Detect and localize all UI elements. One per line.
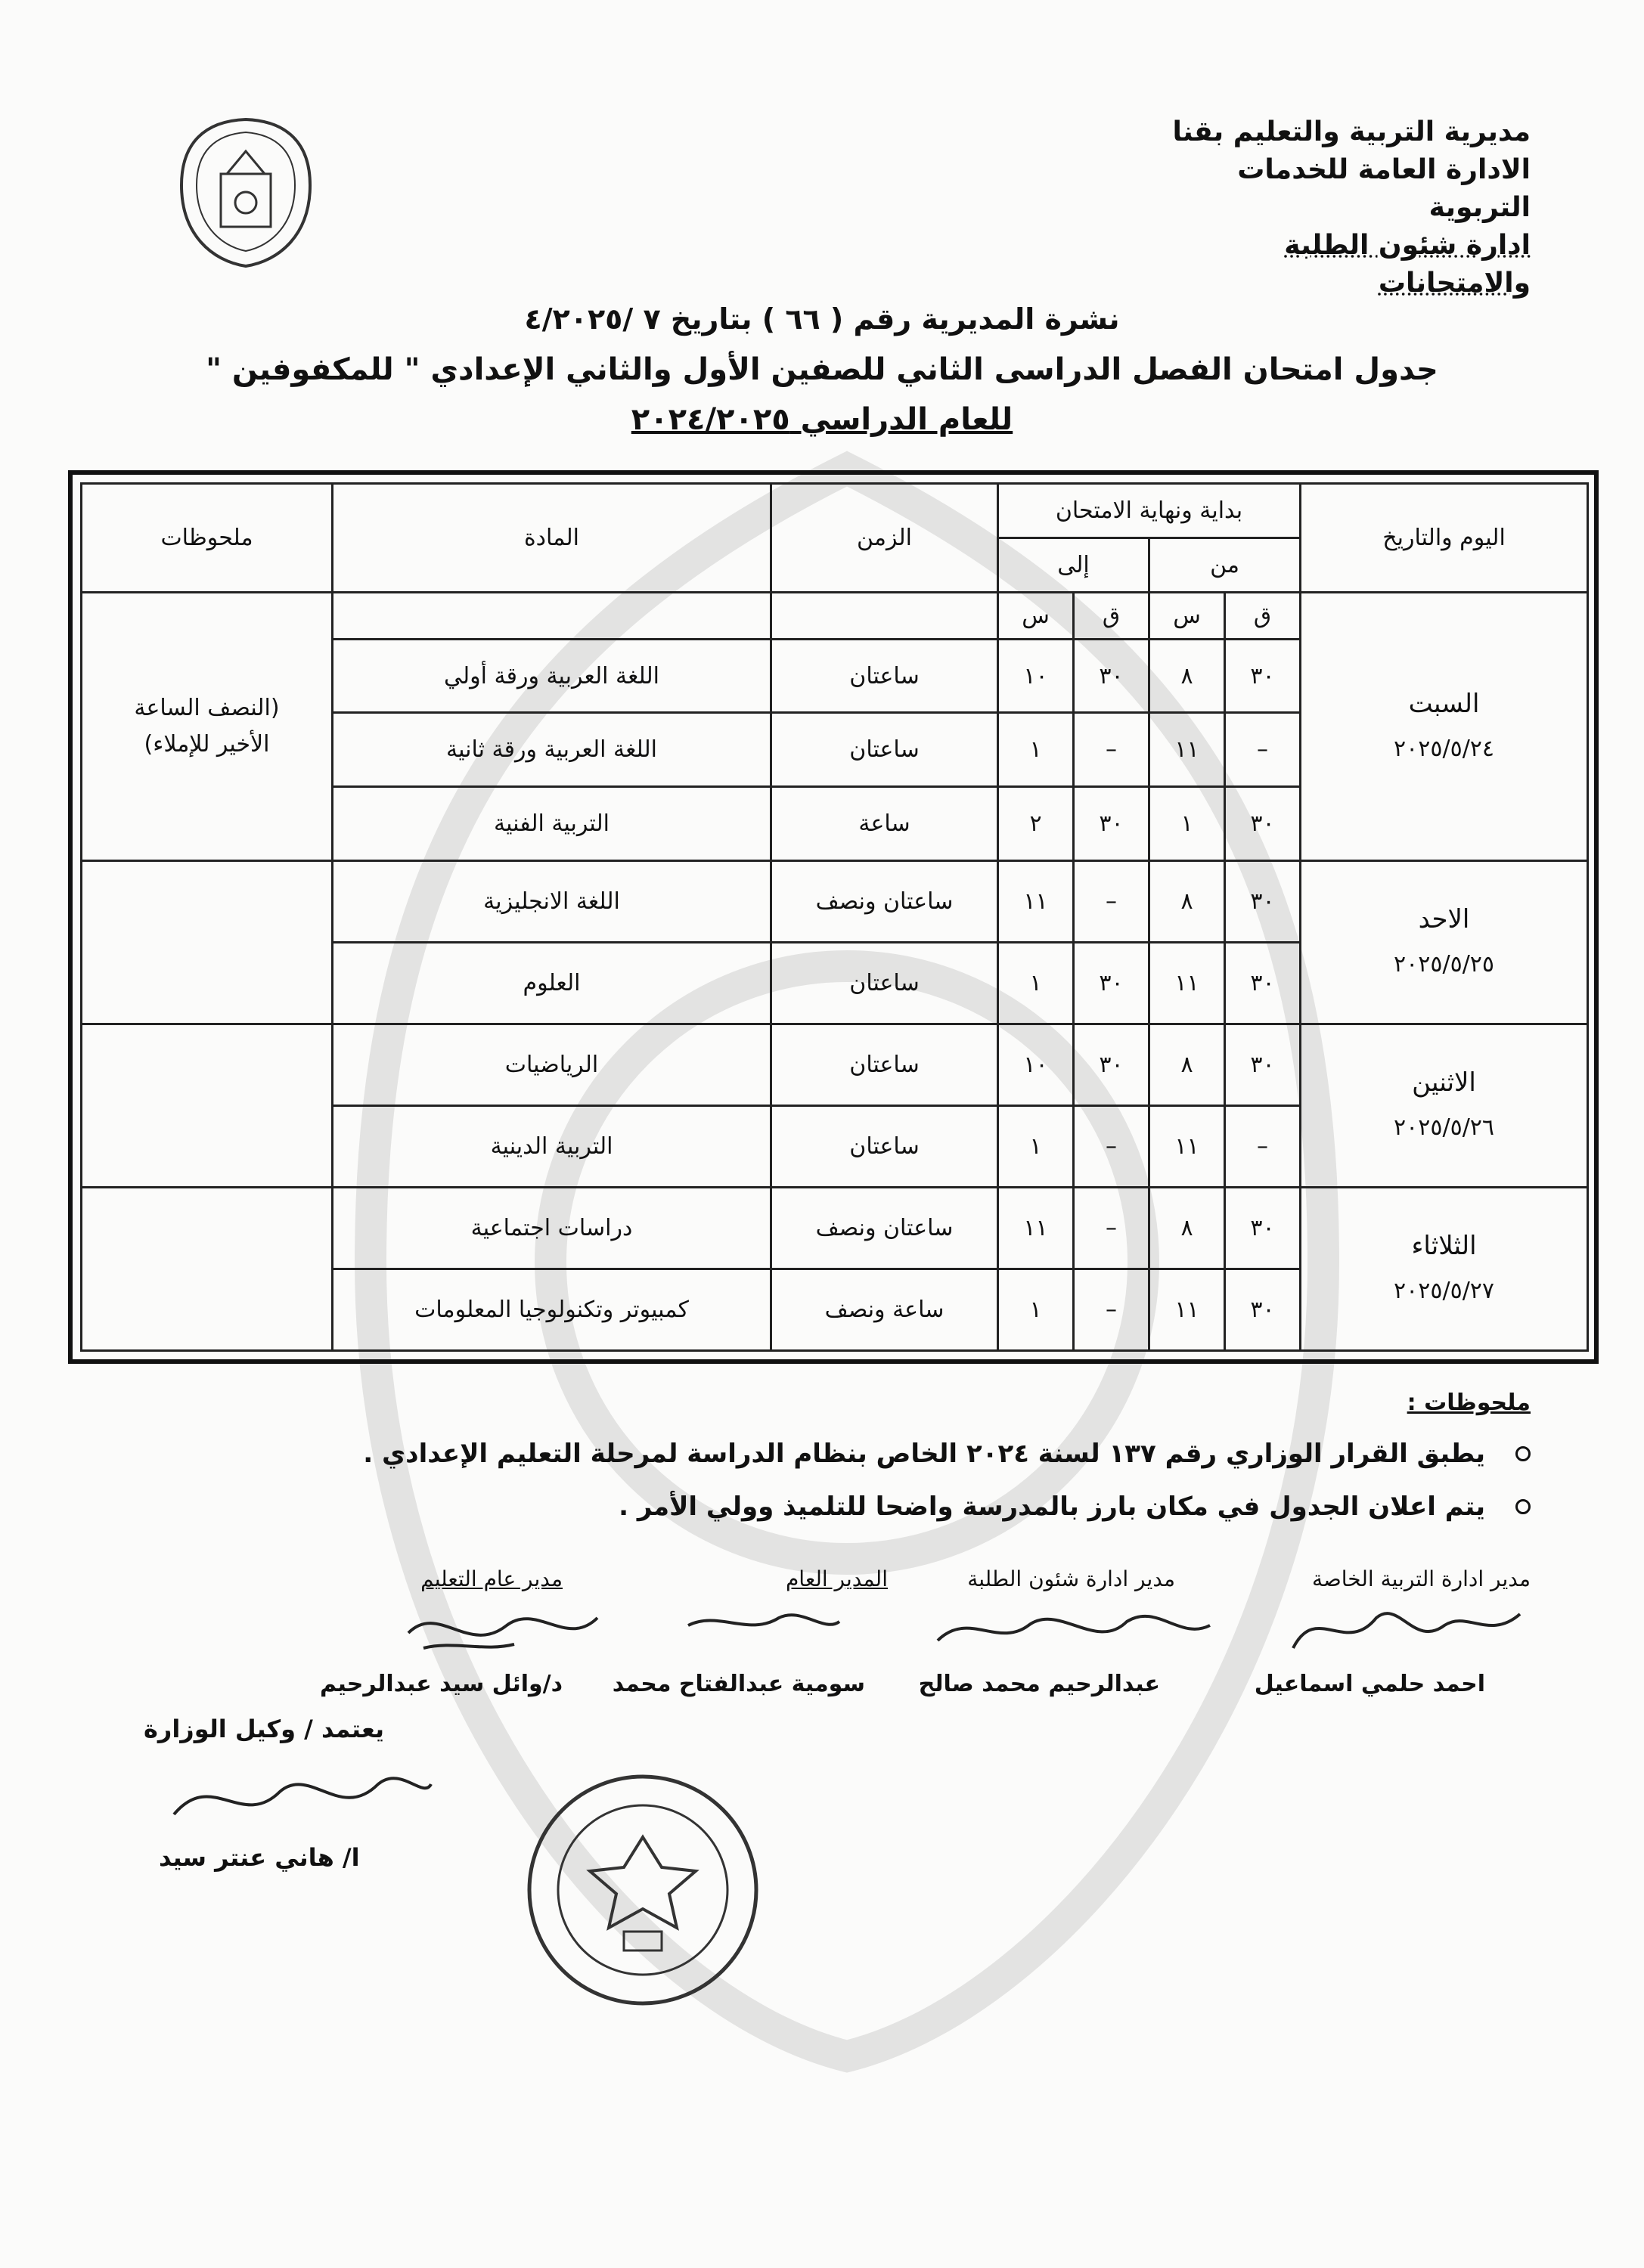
day-monday	[1301, 1024, 1588, 1187]
day-name: الاثنين	[1412, 1067, 1476, 1098]
bulletin-number: نشرة المديرية رقم ( ٦٦ ) بتاريخ ٧ /٤/٢٠٢٥	[524, 302, 1120, 336]
from-hour: ١١	[1149, 713, 1225, 787]
duration: ساعتان	[771, 942, 998, 1024]
day-date: ٢٠٢٥/٥/٢٧	[1394, 1278, 1495, 1305]
header-duration: الزمن	[771, 484, 998, 593]
note-item	[94, 1439, 1531, 1469]
to-minute: ٣٠	[1074, 787, 1149, 861]
duration: ساعتان	[771, 713, 998, 787]
minute-header: ق	[1225, 593, 1301, 640]
hour-header: س	[998, 593, 1074, 640]
notes-cell	[82, 860, 333, 1024]
hour-header: س	[1149, 593, 1225, 640]
notes-cell	[82, 1024, 333, 1187]
day-name: الاحد	[1418, 904, 1470, 935]
to-hour: ٢	[998, 787, 1074, 861]
directorate-header	[1137, 113, 1531, 302]
day-date: ٢٠٢٥/٥/٢٤	[1394, 735, 1495, 762]
academic-year: للعام الدراسي ٢٠٢٤/٢٠٢٥	[631, 402, 1013, 437]
notes-title: ملحوظات :	[1407, 1390, 1531, 1416]
signature-title: المدير العام	[785, 1566, 888, 1591]
official-seal	[522, 1769, 764, 2011]
note-text: يطبق القرار الوزاري رقم ١٣٧ لسنة ٢٠٢٤ الخاص بنظام الدراسة لمرحلة التعليم الإعدادي .	[363, 1439, 1485, 1469]
from-minute: –	[1225, 1105, 1301, 1187]
from-hour: ٨	[1149, 1187, 1225, 1269]
signature-name: احمد حلمي اسماعيل	[1254, 1671, 1485, 1697]
day-name: السبت	[1408, 688, 1480, 719]
day-tuesday	[1301, 1187, 1588, 1350]
header-from: من	[1149, 538, 1301, 593]
day-date: ٢٠٢٥/٥/٢٥	[1394, 951, 1495, 978]
duration: ساعة	[771, 787, 998, 861]
header-notes: ملحوظات	[82, 484, 333, 593]
from-hour: ١١	[1149, 1105, 1225, 1187]
to-minute: –	[1074, 860, 1149, 942]
from-hour: ١١	[1149, 942, 1225, 1024]
from-minute: ٣٠	[1225, 860, 1301, 942]
to-minute: –	[1074, 713, 1149, 787]
approval-label: يعتمد / وكيل الوزارة	[144, 1715, 385, 1743]
header-line: ادارة شئون الطلبة والامتحانات	[1284, 230, 1531, 299]
note-text: يتم اعلان الجدول في مكان بارز بالمدرسة واضحا للتلميذ وولي الأمر .	[619, 1492, 1485, 1522]
from-minute: ٣٠	[1225, 1024, 1301, 1105]
note-line: (النصف الساعة	[134, 694, 280, 721]
day-name: الثلاثاء	[1411, 1231, 1477, 1262]
duration: ساعتان	[771, 1105, 998, 1187]
day-saturday	[1301, 593, 1588, 861]
subject: كمبيوتر وتكنولوجيا المعلومات	[333, 1269, 771, 1350]
duration: ساعتان ونصف	[771, 1187, 998, 1269]
duration-cell	[771, 593, 998, 640]
to-hour: ١١	[998, 1187, 1074, 1269]
document-titles	[0, 302, 1644, 437]
bullet-icon	[1515, 1499, 1531, 1514]
duration: ساعتان ونصف	[771, 860, 998, 942]
subject: التربية الدينية	[333, 1105, 771, 1187]
signature-mark	[393, 1595, 605, 1663]
to-hour: ١	[998, 713, 1074, 787]
table-row	[82, 1187, 1588, 1269]
from-minute: ٣٠	[1225, 1269, 1301, 1350]
subject: اللغة الانجليزية	[333, 860, 771, 942]
to-minute: ٣٠	[1074, 1024, 1149, 1105]
header-day-date: اليوم والتاريخ	[1301, 484, 1588, 593]
header-line: الادارة العامة للخدمات التربوية	[1237, 154, 1531, 223]
to-hour: ١	[998, 1269, 1074, 1350]
signature-title: مدير ادارة التربية الخاصة	[1311, 1566, 1531, 1591]
header-subject: المادة	[333, 484, 771, 593]
signature-name: د/وائل سيد عبدالرحيم	[320, 1671, 563, 1697]
subject-cell	[333, 593, 771, 640]
duration: ساعتان	[771, 1024, 998, 1105]
subject: اللغة العربية ورقة ثانية	[333, 713, 771, 787]
day-sunday	[1301, 860, 1588, 1024]
signature-mark	[681, 1595, 847, 1656]
from-hour: ٨	[1149, 1024, 1225, 1105]
header-line: مديرية التربية والتعليم بقنا	[1172, 116, 1531, 147]
from-minute: –	[1225, 713, 1301, 787]
from-minute: ٣٠	[1225, 639, 1301, 713]
note-item	[94, 1492, 1531, 1522]
exam-schedule-table-frame	[68, 470, 1599, 1364]
to-hour: ١	[998, 1105, 1074, 1187]
signature-mark	[166, 1754, 439, 1837]
notes-section	[94, 1390, 1531, 1545]
header-to: إلى	[998, 538, 1149, 593]
signature-title: مدير ادارة شئون الطلبة	[967, 1566, 1175, 1591]
day-date: ٢٠٢٥/٥/٢٦	[1394, 1114, 1495, 1142]
schedule-title: جدول امتحان الفصل الدراسى الثاني للصفين الأول والثاني الإعدادي " للمكفوفين "	[206, 352, 1438, 387]
to-minute: –	[1074, 1269, 1149, 1350]
note-line: الأخير للإملاء)	[144, 730, 270, 758]
to-minute: –	[1074, 1105, 1149, 1187]
from-minute: ٣٠	[1225, 787, 1301, 861]
saturday-note	[82, 593, 333, 861]
duration: ساعتان	[771, 639, 998, 713]
from-hour: ١	[1149, 787, 1225, 861]
from-minute: ٣٠	[1225, 942, 1301, 1024]
duration: ساعة ونصف	[771, 1269, 998, 1350]
table-row	[82, 1024, 1588, 1105]
signature-name: سومية عبدالفتاح محمد	[612, 1671, 865, 1697]
from-hour: ٨	[1149, 860, 1225, 942]
to-hour: ١١	[998, 860, 1074, 942]
signature-mark	[1286, 1595, 1528, 1663]
minute-header: ق	[1074, 593, 1149, 640]
to-hour: ١	[998, 942, 1074, 1024]
to-minute: –	[1074, 1187, 1149, 1269]
from-hour: ١١	[1149, 1269, 1225, 1350]
from-minute: ٣٠	[1225, 1187, 1301, 1269]
signature-name: عبدالرحيم محمد صالح	[918, 1671, 1160, 1697]
subject: دراسات اجتماعية	[333, 1187, 771, 1269]
exam-schedule-table	[80, 482, 1589, 1352]
table-row	[82, 860, 1588, 942]
from-hour: ٨	[1149, 639, 1225, 713]
bullet-icon	[1515, 1446, 1531, 1461]
directorate-logo	[174, 113, 318, 272]
to-minute: ٣٠	[1074, 639, 1149, 713]
subject: التربية الفنية	[333, 787, 771, 861]
signature-title: مدير عام التعليم	[420, 1566, 563, 1591]
header-start-end: بداية ونهاية الامتحان	[998, 484, 1301, 538]
approval-name: ا/ هاني عنتر سيد	[159, 1843, 360, 1872]
signature-mark	[930, 1595, 1217, 1663]
notes-cell	[82, 1187, 333, 1350]
subject: الرياضيات	[333, 1024, 771, 1105]
to-hour: ١٠	[998, 639, 1074, 713]
subject: العلوم	[333, 942, 771, 1024]
subject: اللغة العربية ورقة أولي	[333, 639, 771, 713]
to-minute: ٣٠	[1074, 942, 1149, 1024]
to-hour: ١٠	[998, 1024, 1074, 1105]
